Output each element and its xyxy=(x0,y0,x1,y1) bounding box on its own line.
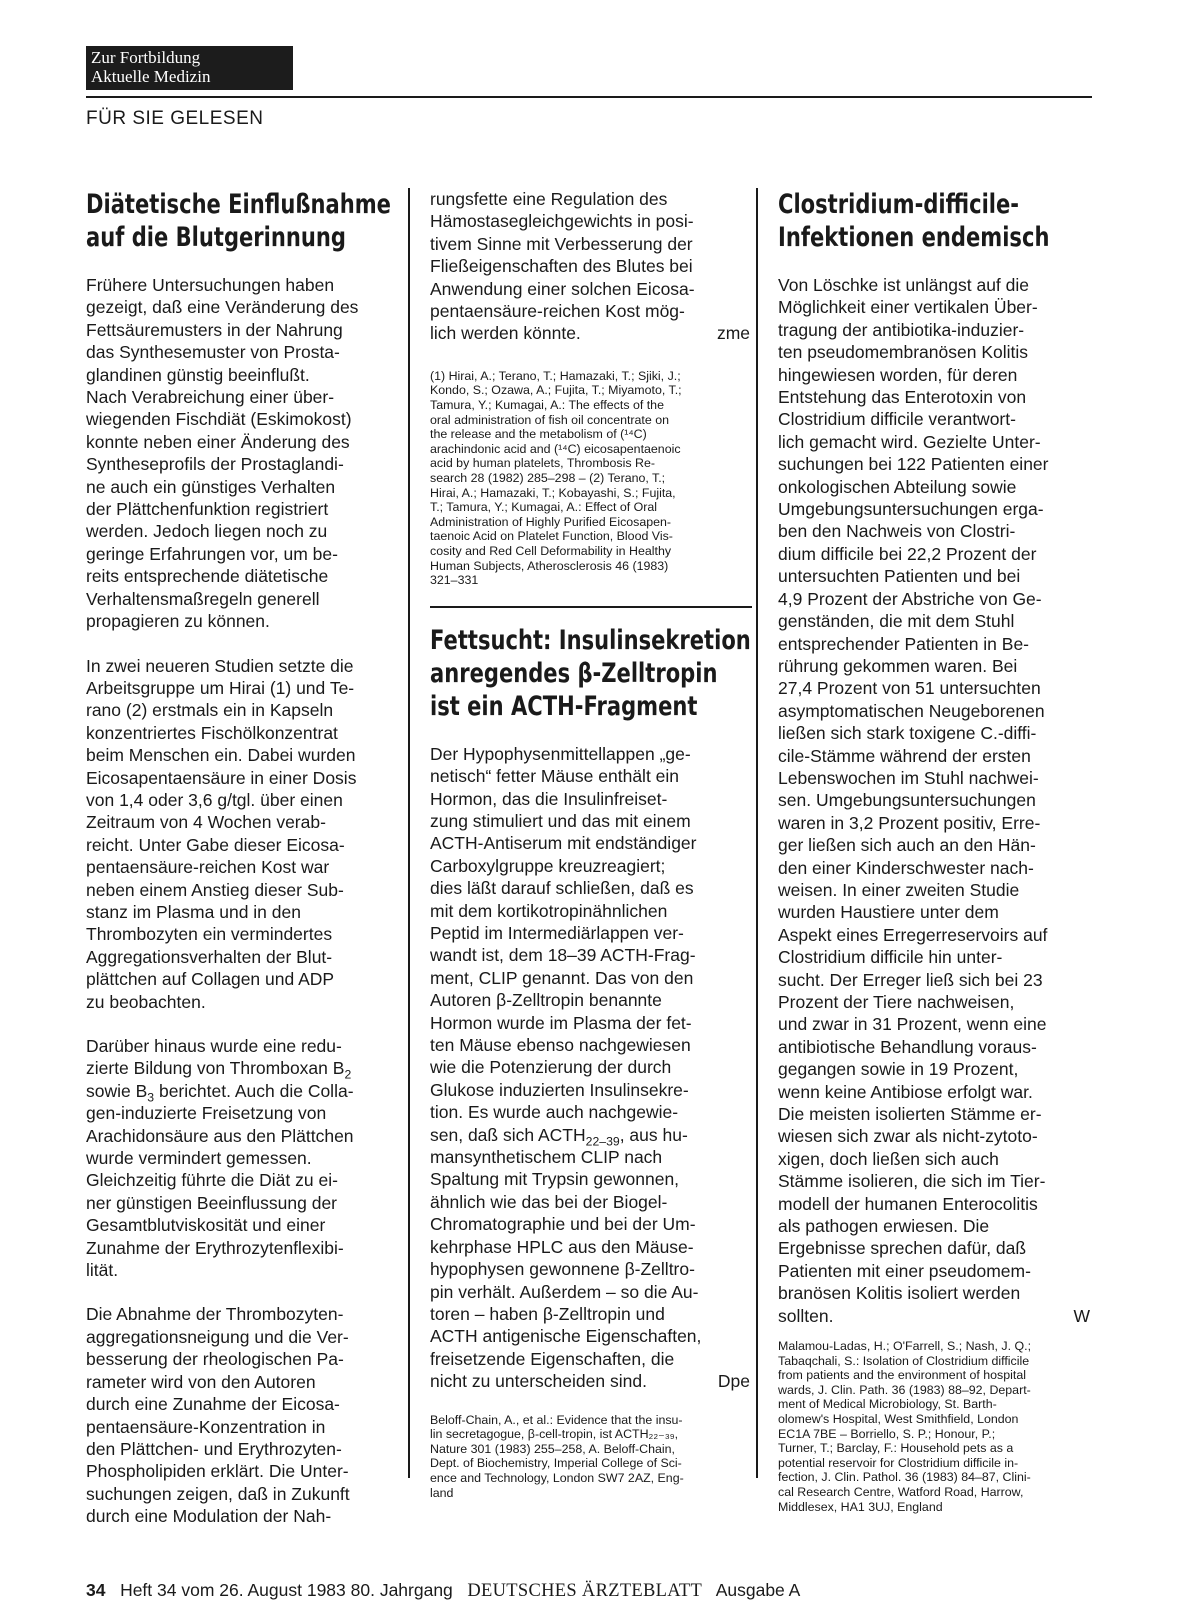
article1-continuation-text: rungsfette eine Regulation des Hämostasegleichgewichts in posi- tivem Sinne mit Verbesserung der Fließeigenschaften des Blutes bei Anwendung einer solchen Eicosa- pentaensäure-reichen Kost mög- lich werden könnte. xyxy=(430,189,695,344)
article2-headline xyxy=(430,624,749,723)
article1-references: (1) Hirai, A.; Terano, T.; Hamazaki, T.; Sjiki, J.; Kondo, S.; Ozawa, A.; Fujita, T.; Miyamoto, T.; Tamura, Y.; Kumagai, A.: The effects of the oral administration of fish oil concentrate on the release and the metabolism of (¹⁴C) arachindonic acid and (¹⁴C) eicosapentaenoic acid by human platelets, Thrombosis Re- search 28 (1982) 285–298 – (2) Terano, T.; Hirai, A.; Hamazaki, T.; Kobayashi, S.; Fujita, T.; Tamura, Y.; Kumagai, A.: Effect of Oral Administration of Highly Purified Eicosapen- taenoic Acid on Platelet Function, Blood Vis- cosity and Red Cell Deformability in Healthy Human Subjects, Atherosclerosis 46 (1983) 321–331 xyxy=(430,368,682,588)
column-2 xyxy=(430,188,750,1500)
article1-paragraph-1: Frühere Untersuchungen haben gezeigt, daß eine Veränderung des Fettsäuremusters in der Nahrung das Synthesemuster von Prosta- glandinen günstig beeinflußt. Nach Verabreichung einer über- wiegenden Fischdiät (Eskimokost) konnte neben einer Änderung des Syntheseprofils der Prostaglandi- ne auch ein günstiges Verhalten der Plättchenfunktion registriert werden. Jedoch liegen noch zu geringe Erfahrungen vor, um be- reits entsprechende diätetische Verhaltensmaßregeln generell propagieren zu können. xyxy=(86,275,359,632)
article1-p3-text-c: berichtet. Auch die Colla- gen-induzierte Freisetzung von Arachidonsäure aus den Plättchen wurde vermindert gemessen. Gleichzeitig führte die Diät zu ei- ner günstigen Beeinflussung der Gesamtblutviskosität und einer Zunahme der Erythrozytenflexibi- lität. xyxy=(86,1080,354,1281)
article3-body xyxy=(778,274,1090,1327)
article3-signature: W xyxy=(1073,1305,1090,1326)
article3-title-line1: Clostridium-difficile- xyxy=(778,189,1020,220)
article3-references: Malamou-Ladas, H.; O'Farrell, S.; Nash, J. Q.; Tabaqchali, S.: Isolation of Clostridium difficile from patients and the environment of hospital wards, J. Clin. Path. 36 (1983) 88–92, Depart- ment of Medical Microbiology, St. Barth- olomew's Hospital, West Smithfield, London EC1A 7BE – Borriello, S. P.; Honour, P.; Turner, T.; Barclay, F.: Household pets as a potential reservoir for Clostridium difficile in- fection, J. Clin. Pathol. 36 (1983) 84–87, Clini- cal Research Centre, Watford Road, Harrow, Middlesex, HA1 3UJ, England xyxy=(778,1339,1032,1514)
article3-body-text: Von Löschke ist unlängst auf die Möglichkeit einer vertikalen Über- tragung der antibiotika-induzier- ten pseudomembranösen Kolitis hingewiesen worden, für deren Entstehung das Enterotoxin von Clostridium difficile verantwort- lich gemacht wird. Gezielte Unter- suchungen bei 122 Patienten einer onkologischen Abteilung sowie Umgebungsuntersuchungen erga- ben den Nachweis von Clostri- dium difficile bei 22,2 Prozent der untersuchten Patienten und bei 4,9 Prozent der Abstriche von Ge- genständen, die mit dem Stuhl entsprechender Patienten in Be- rührung gekommen waren. Bei 27,4 Prozent von 51 untersuchten asymptomatischen Neugeborenen ließen sich stark toxigene C.-diffi- cile-Stämme während der ersten Lebenswochen im Stuhl nachwei- sen. Umgebungsuntersuchungen waren in 3,2 Prozent positiv, Erre- ger ließen sich auch an den Hän- den einer Kinderschwester nach- weisen. In einer zweiten Studie wurden Haustiere unter dem Aspekt eines Erregerreservoirs auf Clostridium difficile hin unter- sucht. Der Erreger ließ sich bei 23 Prozent der Tiere nachweisen, und zwar in 31 Prozent, wenn eine antibiotische Behandlung voraus- gegangen sowie in 19 Prozent, wenn keine Antibiose erfolgt war. Die meisten isolierten Stämme er- wiesen sich zwar als nicht-zytoto- xigen, doch ließen sich auch Stämme isolieren, die sich im Tier- modell der humanen Enterocolitis als pathogen erwiesen. Die Ergebnisse sprechen dafür, daß Patienten mit einer pseudomem- branösen Kolitis isoliert werden sollten. xyxy=(778,275,1049,1326)
article2-divider xyxy=(430,606,752,608)
article1-paragraph-3 xyxy=(86,1035,386,1281)
article2-title-line1: Fettsucht: Insulinsekretion xyxy=(430,624,751,656)
issue-info: Heft 34 vom 26. August 1983 80. Jahrgang xyxy=(120,1580,453,1600)
article2-body-text-a: Der Hypophysenmittellappen „ge- netisch“ fetter Mäuse enthält ein Hormon, das die Insulinfreiset- zung stimuliert und das mit einem ACTH-Antiserum mit endständiger Carboxylgruppe kreuzreagiert; dies läßt darauf schließen, daß es mit dem kortikotropinähnlichen Peptid im Intermediärlappen ver- wandt ist, dem 18–39 ACTH-Frag- ment, CLIP genannt. Das von den Autoren β-Zelltropin benannte Hormon wurde im Plasma der fet- ten Mäuse ebenso nachgewiesen wie die Potenzierung der durch Glukose induzierten Insulinsekre- tion. Es wurde auch nachgewie- sen, daß sich ACTH xyxy=(430,743,697,1145)
series-label-line1: Zur Fortbildung xyxy=(91,48,201,67)
header-rule xyxy=(86,96,1092,98)
page-number: 34 xyxy=(86,1580,106,1600)
column-1 xyxy=(86,188,391,1528)
series-label-line2: Aktuelle Medizin xyxy=(91,67,211,86)
edition-label: Ausgabe A xyxy=(715,1580,801,1600)
article3-title-line2: Infektionen endemisch xyxy=(778,222,1050,253)
article2-body xyxy=(430,743,750,1393)
article1-p3-subscript-1: 2 xyxy=(344,1067,352,1082)
article2-title-line3: ist ein ACTH-Fragment xyxy=(430,690,698,722)
column-divider-left xyxy=(408,188,410,1478)
article1-title-line1: Diätetische Einflußnahme xyxy=(86,189,391,220)
page-footer xyxy=(86,1580,800,1602)
article3-headline xyxy=(778,188,1090,254)
article1-paragraph-2: In zwei neueren Studien setzte die Arbeitsgruppe um Hirai (1) und Te- rano (2) erstmals ein in Kapseln konzentriertes Fischölkonzentrat beim Menschen ein. Dabei wurden Eicosapentaensäure in einer Dosis von 1,4 oder 3,6 g/tgl. über einen Zeitraum von 4 Wochen verab- reicht. Unter Gabe dieser Eicosa- pentaensäure-reichen Kost war neben einem Anstieg dieser Sub- stanz im Plasma und in den Thrombozyten ein vermindertes Aggregationsverhalten der Blut- plättchen auf Collagen und ADP zu beobachten. xyxy=(86,655,357,1012)
article1-paragraph-4: Die Abnahme der Thrombozyten- aggregationsneigung und die Ver- besserung der rheologischen Pa- rameter wird von den Autoren durch eine Zunahme der Eicosa- pentaensäure-Konzentration in den Plättchen- und Erythrozyten- Phospholipiden erklärt. Die Unter- suchungen zeigen, daß in Zukunft durch eine Modulation der Nah- xyxy=(86,1304,350,1527)
article1-signature: zme xyxy=(716,323,750,344)
article2-title-line2: anregendes β-Zelltropin xyxy=(430,657,718,689)
article1-p3-text-b: sowie B xyxy=(86,1080,148,1101)
article1-p3-subscript-2: 3 xyxy=(147,1090,155,1105)
article2-references: Beloff-Chain, A., et al.: Evidence that the insu- lin secretagogue, β-cell-tropin, ist ACTH₂₂₋₃₉, Nature 301 (1983) 255–258, A. Beloff-Chain, Dept. of Biochemistry, Imperial College of Sci- ence and Technology, London SW7 2AZ, Eng- land xyxy=(430,1412,684,1500)
article1-p3-text-a: Darüber hinaus wurde eine redu- zierte Bildung von Thromboxan B xyxy=(86,1036,345,1079)
series-label-box xyxy=(86,46,293,90)
section-label: FÜR SIE GELESEN xyxy=(86,108,264,129)
article2-body-subscript: 22–39 xyxy=(585,1134,620,1149)
article1-headline xyxy=(86,188,391,254)
article1-continuation xyxy=(430,188,750,345)
column-3 xyxy=(778,188,1090,1514)
publication-name: DEUTSCHES ÄRZTEBLATT xyxy=(467,1581,703,1601)
article1-title-line2: auf die Blutgerinnung xyxy=(86,222,346,253)
article2-body-text-b: , aus hu- mansynthetischem CLIP nach Spaltung mit Trypsin gewonnen, ähnlich wie das bei der Biogel- Chromatographie und bei der Um- kehrphase HPLC aus den Mäuse- hypophysen gewonnene β-Zelltro- pin verhält. Außerdem – so die Au- toren – haben β-Zelltropin und ACTH antigenische Eigenschaften, freisetzende Eigenschaften, die nicht zu unterscheiden sind. xyxy=(430,1124,702,1392)
article2-signature: Dpe xyxy=(717,1371,750,1392)
column-divider-right xyxy=(756,188,758,1478)
